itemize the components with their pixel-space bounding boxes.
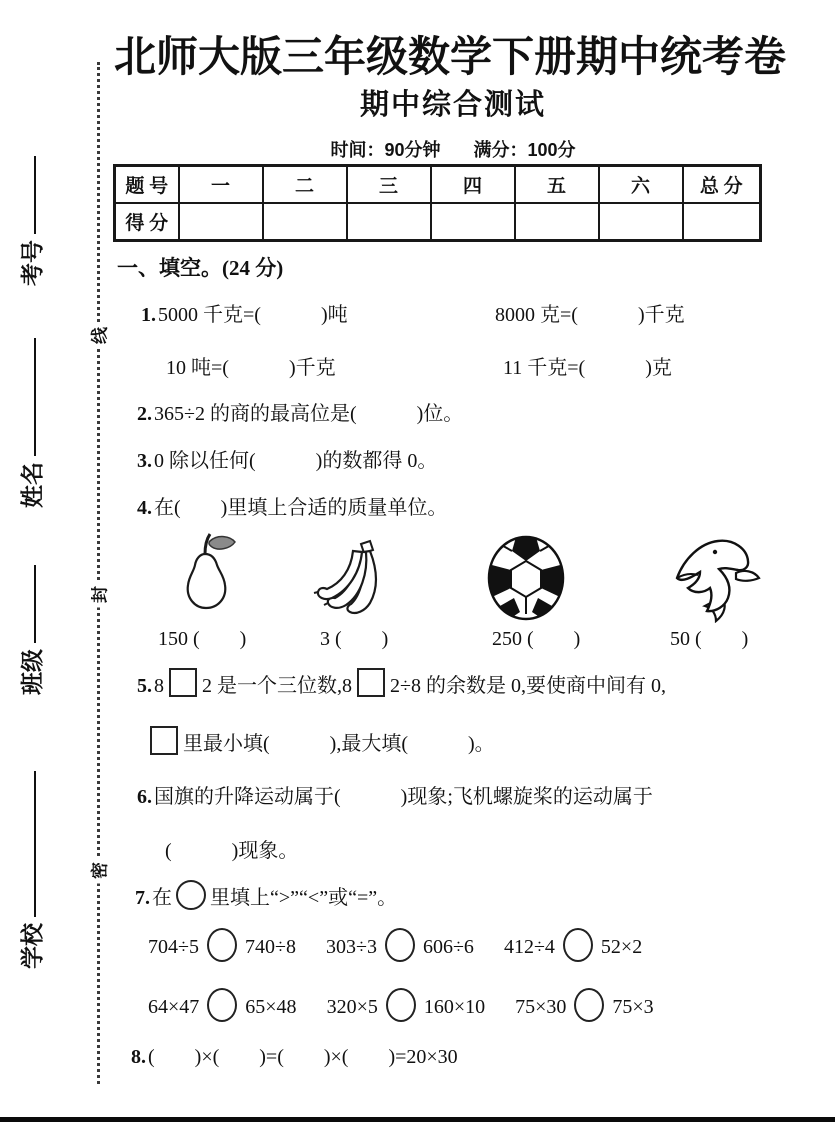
seal-dotted-line <box>97 62 100 1084</box>
score-table-score-row <box>115 203 761 241</box>
exam-time: 时间：90分钟 <box>330 140 441 160</box>
pear-image <box>176 528 238 627</box>
page-subtitle: 期中综合测试 <box>359 89 546 121</box>
q1-blank-c: 10 吨=( )千克 <box>166 357 336 379</box>
comparison-circle <box>386 988 416 1022</box>
header-cell-total: 总 分 <box>683 166 761 204</box>
bananas-icon <box>313 537 397 625</box>
comparison-right: 52×2 <box>600 936 643 958</box>
question-4-text: 在( )里填上合适的质量单位。 <box>154 497 448 519</box>
pear-value: 150 ( ) <box>158 628 247 650</box>
pear-icon <box>176 528 238 622</box>
class-blank-line <box>30 565 36 643</box>
question-5-number: 5. <box>137 675 152 697</box>
comparison-item <box>327 988 486 1022</box>
q1-blank-b: 8000 克=( )千克 <box>495 304 685 326</box>
score-cell-empty <box>263 203 347 241</box>
q5-blank-box-2 <box>357 668 385 697</box>
comparison-left: 320×5 <box>326 996 378 1018</box>
question-3-text: 0 除以任何( )的数都得 0。 <box>154 450 438 472</box>
question-4 <box>137 491 447 520</box>
question-5-line-1 <box>137 668 666 698</box>
exam-meta <box>113 136 793 162</box>
comparison-circle <box>563 928 593 962</box>
seal-char-xian: 线 <box>83 323 114 349</box>
question-4-number: 4. <box>137 497 152 519</box>
soccer-ball-icon <box>486 534 566 622</box>
comparison-item <box>148 928 296 962</box>
student-name-label: 姓名 <box>20 462 45 508</box>
header-cell-2: 二 <box>263 166 347 204</box>
exam-number-label: 考号 <box>20 240 45 286</box>
question-8 <box>131 1040 458 1069</box>
score-cell-empty <box>599 203 683 241</box>
section-one-heading: 一、填空。(24 分) <box>117 256 284 280</box>
question-1-part-c <box>166 351 336 380</box>
q5-text-d: 里最小填( ),最大填( )。 <box>183 733 495 755</box>
q1-blank-a: 5000 千克=( )吨 <box>158 304 348 326</box>
comparison-right: 740÷8 <box>244 936 296 958</box>
question-1-part-a <box>141 298 348 327</box>
student-name-blank-line <box>30 338 36 456</box>
dolphin-image <box>670 531 762 628</box>
class-field <box>19 559 47 695</box>
question-1-part-b <box>495 298 685 327</box>
bananas-value: 3 ( ) <box>320 628 389 650</box>
header-cell-5: 五 <box>515 166 599 204</box>
header-cell-1: 一 <box>179 166 263 204</box>
dolphin-icon <box>670 531 762 623</box>
comparison-circle <box>207 988 237 1022</box>
school-label: 学校 <box>20 923 45 969</box>
score-table <box>113 164 762 242</box>
comparison-right: 160×10 <box>423 996 486 1018</box>
page-title: 北师大版三年级数学下册期中统考卷 <box>113 33 786 80</box>
q7-intro-circle <box>176 880 206 910</box>
q5-text-c: 2÷8 的余数是 0,要使商中间有 0, <box>390 675 666 697</box>
question-7-number: 7. <box>135 887 150 909</box>
q5-blank-box-3 <box>150 726 178 755</box>
comparison-item <box>515 988 654 1022</box>
q1-blank-d: 11 千克=( )克 <box>503 357 672 379</box>
exam-number-field <box>19 150 47 286</box>
exam-full-score: 满分：100分 <box>473 140 576 160</box>
question-3 <box>137 444 437 473</box>
question-1-part-d <box>503 351 672 380</box>
score-cell-empty <box>683 203 761 241</box>
question-1-number: 1. <box>141 304 156 326</box>
student-name-field <box>19 332 47 508</box>
comparison-left: 303÷3 <box>325 936 377 958</box>
score-cell-empty <box>515 203 599 241</box>
question-8-number: 8. <box>131 1046 146 1068</box>
dolphin-value: 50 ( ) <box>670 628 749 650</box>
question-3-number: 3. <box>137 450 152 472</box>
score-cell-empty <box>431 203 515 241</box>
question-2-text: 365÷2 的商的最高位是( )位。 <box>154 403 464 425</box>
q5-blank-box-1 <box>169 668 197 697</box>
seal-char-feng: 封 <box>83 582 114 608</box>
comparison-circle <box>385 928 415 962</box>
comparison-circle <box>574 988 604 1022</box>
school-field <box>19 763 47 969</box>
header-cell-3: 三 <box>347 166 431 204</box>
score-table-header-row <box>115 166 761 204</box>
soccer-ball-image <box>486 534 566 627</box>
score-row-label: 得 分 <box>115 203 179 241</box>
question-6-text-2: ( )现象。 <box>165 840 299 862</box>
comparison-left: 412÷4 <box>503 936 555 958</box>
comparison-item <box>504 928 642 962</box>
comparison-right: 65×48 <box>245 996 297 1018</box>
comparison-left: 64×47 <box>148 996 200 1018</box>
bananas-image <box>313 537 397 630</box>
soccer-ball-value: 250 ( ) <box>492 628 581 650</box>
exam-number-blank-line <box>30 156 36 234</box>
question-7-intro <box>135 880 397 910</box>
question-6-line-1 <box>137 780 653 809</box>
comparison-right: 606÷6 <box>422 936 474 958</box>
question-6-line-2 <box>165 834 298 863</box>
question-2 <box>137 397 463 426</box>
q5-text-a: 8 <box>154 675 164 697</box>
comparison-circle <box>207 928 237 962</box>
seal-char-mi: 密 <box>83 858 114 884</box>
comparison-left: 75×30 <box>515 996 567 1018</box>
comparison-item <box>148 988 297 1022</box>
q7-intro-pre: 在 <box>152 887 172 909</box>
comparison-item <box>326 928 474 962</box>
page-bottom-edge <box>0 1117 835 1122</box>
header-cell-tihao: 题 号 <box>115 166 179 204</box>
header-cell-4: 四 <box>431 166 515 204</box>
question-6-text-1: 国旗的升降运动属于( )现象;飞机螺旋桨的运动属于 <box>154 786 653 808</box>
class-label: 班级 <box>20 649 45 695</box>
question-2-number: 2. <box>137 403 152 425</box>
question-8-text: ( )×( )=( )×( )=20×30 <box>148 1046 458 1068</box>
question-7-row-1 <box>148 928 642 962</box>
school-blank-line <box>30 771 36 917</box>
comparison-left: 704÷5 <box>148 936 199 958</box>
question-7-row-2 <box>148 988 654 1022</box>
q5-text-b: 2 是一个三位数,8 <box>202 675 352 697</box>
question-6-number: 6. <box>137 786 152 808</box>
score-cell-empty <box>347 203 431 241</box>
score-cell-empty <box>179 203 263 241</box>
q7-intro-post: 里填上“>”“<”或“=”。 <box>210 887 398 909</box>
comparison-right: 75×3 <box>612 996 654 1018</box>
question-5-line-2 <box>150 726 495 756</box>
header-cell-6: 六 <box>599 166 683 204</box>
